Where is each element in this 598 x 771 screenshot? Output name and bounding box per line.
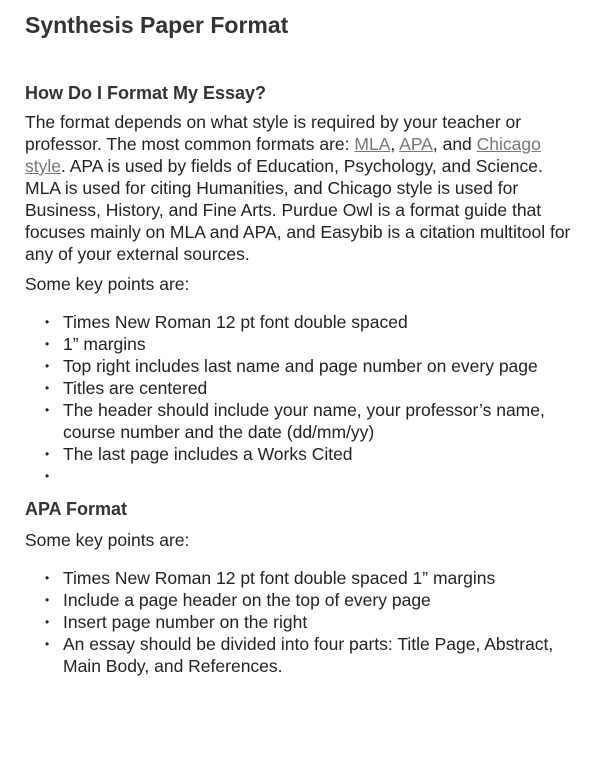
intro-separator-1: ,	[390, 134, 400, 154]
key-points-list	[25, 311, 572, 487]
intro-text-after: . APA is used by fields of Education, Psychology, and Science. MLA is used for citing Humanities, and Chicago style is used for Business, History, and Fine Arts. Purdue Owl is a format guide that focuses mainly on MLA and APA, and Easybib is a citation multitool for any of your external sources.	[25, 156, 571, 264]
bullet-icon: •	[45, 315, 50, 329]
list-item	[45, 311, 572, 333]
list-item	[45, 333, 572, 355]
apa-link[interactable]: APA	[399, 134, 433, 154]
bullet-icon: •	[45, 403, 50, 417]
bullet-icon: •	[45, 615, 50, 629]
list-item-text: Top right includes last name and page number on every page	[63, 356, 538, 376]
list-item-text: Titles are centered	[63, 378, 208, 398]
list-item-text: 1” margins	[63, 334, 146, 354]
page-title: Synthesis Paper Format	[25, 12, 289, 38]
list-item-text: The header should include your name, your professor’s name, course number and the date (dd/mm/yy)	[63, 400, 545, 442]
list-item-text: Times New Roman 12 pt font double spaced	[63, 312, 408, 332]
intro-text-before: The format depends on what style is required by your teacher or professor. The most common formats are:	[25, 112, 522, 154]
bullet-icon: •	[45, 637, 50, 651]
list-item-text: An essay should be divided into four parts: Title Page, Abstract, Main Body, and References.	[63, 634, 554, 676]
key-points-label: Some key points are:	[25, 274, 190, 294]
bullet-icon: •	[45, 359, 50, 373]
list-item	[45, 399, 572, 443]
list-item	[45, 633, 572, 677]
list-item-text: Insert page number on the right	[63, 612, 308, 632]
list-item	[45, 443, 572, 465]
list-item-text: The last page includes a Works Cited	[63, 444, 353, 464]
list-item-text: Include a page header on the top of every page	[63, 590, 431, 610]
section-heading-format-essay: How Do I Format My Essay?	[25, 83, 267, 103]
bullet-icon: •	[45, 571, 50, 585]
list-item	[45, 567, 572, 589]
intro-paragraph	[25, 111, 572, 265]
bullet-icon: •	[45, 593, 50, 607]
bullet-icon: •	[45, 447, 50, 461]
mla-link[interactable]: MLA	[354, 134, 391, 154]
list-item-empty	[45, 465, 572, 487]
bullet-icon: •	[45, 337, 50, 351]
list-item	[45, 355, 572, 377]
bullet-icon: •	[45, 469, 50, 483]
bullet-icon: •	[45, 381, 50, 395]
list-item	[45, 611, 572, 633]
apa-key-points-label: Some key points are:	[25, 530, 190, 550]
list-item-text: Times New Roman 12 pt font double spaced 1” margins	[63, 568, 496, 588]
list-item	[45, 377, 572, 399]
chicago-style-link[interactable]: Chicago style	[25, 134, 541, 176]
intro-separator-2: , and	[432, 134, 477, 154]
list-item	[45, 589, 572, 611]
section-heading-apa-format: APA Format	[25, 499, 128, 519]
apa-key-points-list	[25, 567, 572, 677]
